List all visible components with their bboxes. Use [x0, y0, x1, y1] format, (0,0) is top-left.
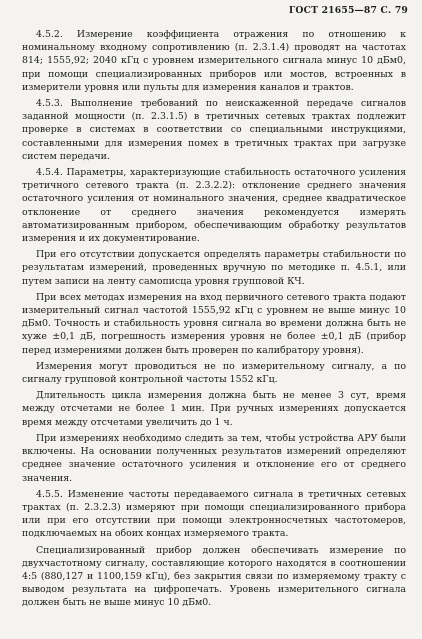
- body-text: [22, 28, 406, 613]
- running-header: ГОСТ 21655—87 С. 79: [288, 5, 408, 16]
- paragraph-manual-method: При его отсутствии допускается определять параметры стабильности по результатам измерений, проведенных вручную по методике п. 4.5.1, или путем записи на ленту самописца уровня групповой КЧ.: [22, 249, 406, 287]
- paragraph-4-5-5: 4.5.5. Изменение частоты передаваемого сигнала в третичных сетевых трактах (п. 2.3.2.3) измеряют при помощи специализированного прибора или при его отсутствии при помощи электронносчетных частотомеров, подключаемых на обоих концах измеряемого тракта.: [22, 488, 406, 540]
- paragraph-aru: При измерениях необходимо следить за тем, чтобы устройства АРУ были включены. На основании полученных результатов измерений определяют среднее значение остаточного усиления и отклонение его от среднего значения.: [22, 432, 406, 484]
- paragraph-4-5-2: 4.5.2. Измерение коэффициента отражения по отношению к номинальному входному сопротивлению (п. 2.3.1.4) проводят на частотах 814; 1555,92; 2040 кГц с уровнем измерительного сигнала минус 10 дБм0, при помощи специализированных приборов или мостов, встроенных в измерители уровня или пульты для измерения каналов и трактов.: [22, 29, 406, 93]
- paragraph-cycle-duration: Длительность цикла измерения должна быть не менее 3 сут, время между отсчетами не более 1 мин. При ручных измерениях допускается время между отсчетами увеличить до 1 ч.: [22, 390, 406, 428]
- paragraph-control-frequency: Измерения могут проводиться не по измерительному сигналу, а по сигналу групповой контрольной частоты 1552 кГц.: [22, 360, 406, 386]
- paragraph-specialized-device: Специализированный прибор должен обеспечивать измерение по двухчастотному сигналу, составляющие которого находятся в соотношении 4:5 (880,127 и 1100,159 кГц), без закрытия связи по измеряемому тракту с выводом результата на цифропечать. Уровень измерительного сигнала должен быть не выше минус 10 дБм0.: [22, 544, 406, 609]
- paragraph-measurement-signal: При всех методах измерения на вход первичного сетевого тракта подают измерительный сигнал частотой 1555,92 кГц с уровнем не выше минус 10 дБм0. Точность и стабильность уровня сигнала во времени должна быть не хуже ±0,1 дБ, погрешность измерения уровня не более ±0,1 дБ (прибор перед измерениями должен быть проверен по калибратору уровня).: [22, 291, 406, 356]
- paragraph-4-5-3: 4.5.3. Выполнение требований по неискаженной передаче сигналов заданной мощности (п. 2.3.1.5) в третичных сетевых трактах подлежит проверке в системах в соответствии со специальными инструкциями, составленными для измерения помех в третичных трактах при загрузке систем передачи.: [22, 98, 406, 162]
- paragraph-4-5-4: 4.5.4. Параметры, характеризующие стабильность остаточного усиления третичного сетевого тракта (п. 2.3.2.2): отклонение среднего значения остаточного усиления от номинального значения, среднее квадратическое отклонение от среднего значения рекомендуется измерять автоматизированным прибором, обеспечивающим обработку результатов измерения и их документирование.: [22, 167, 406, 245]
